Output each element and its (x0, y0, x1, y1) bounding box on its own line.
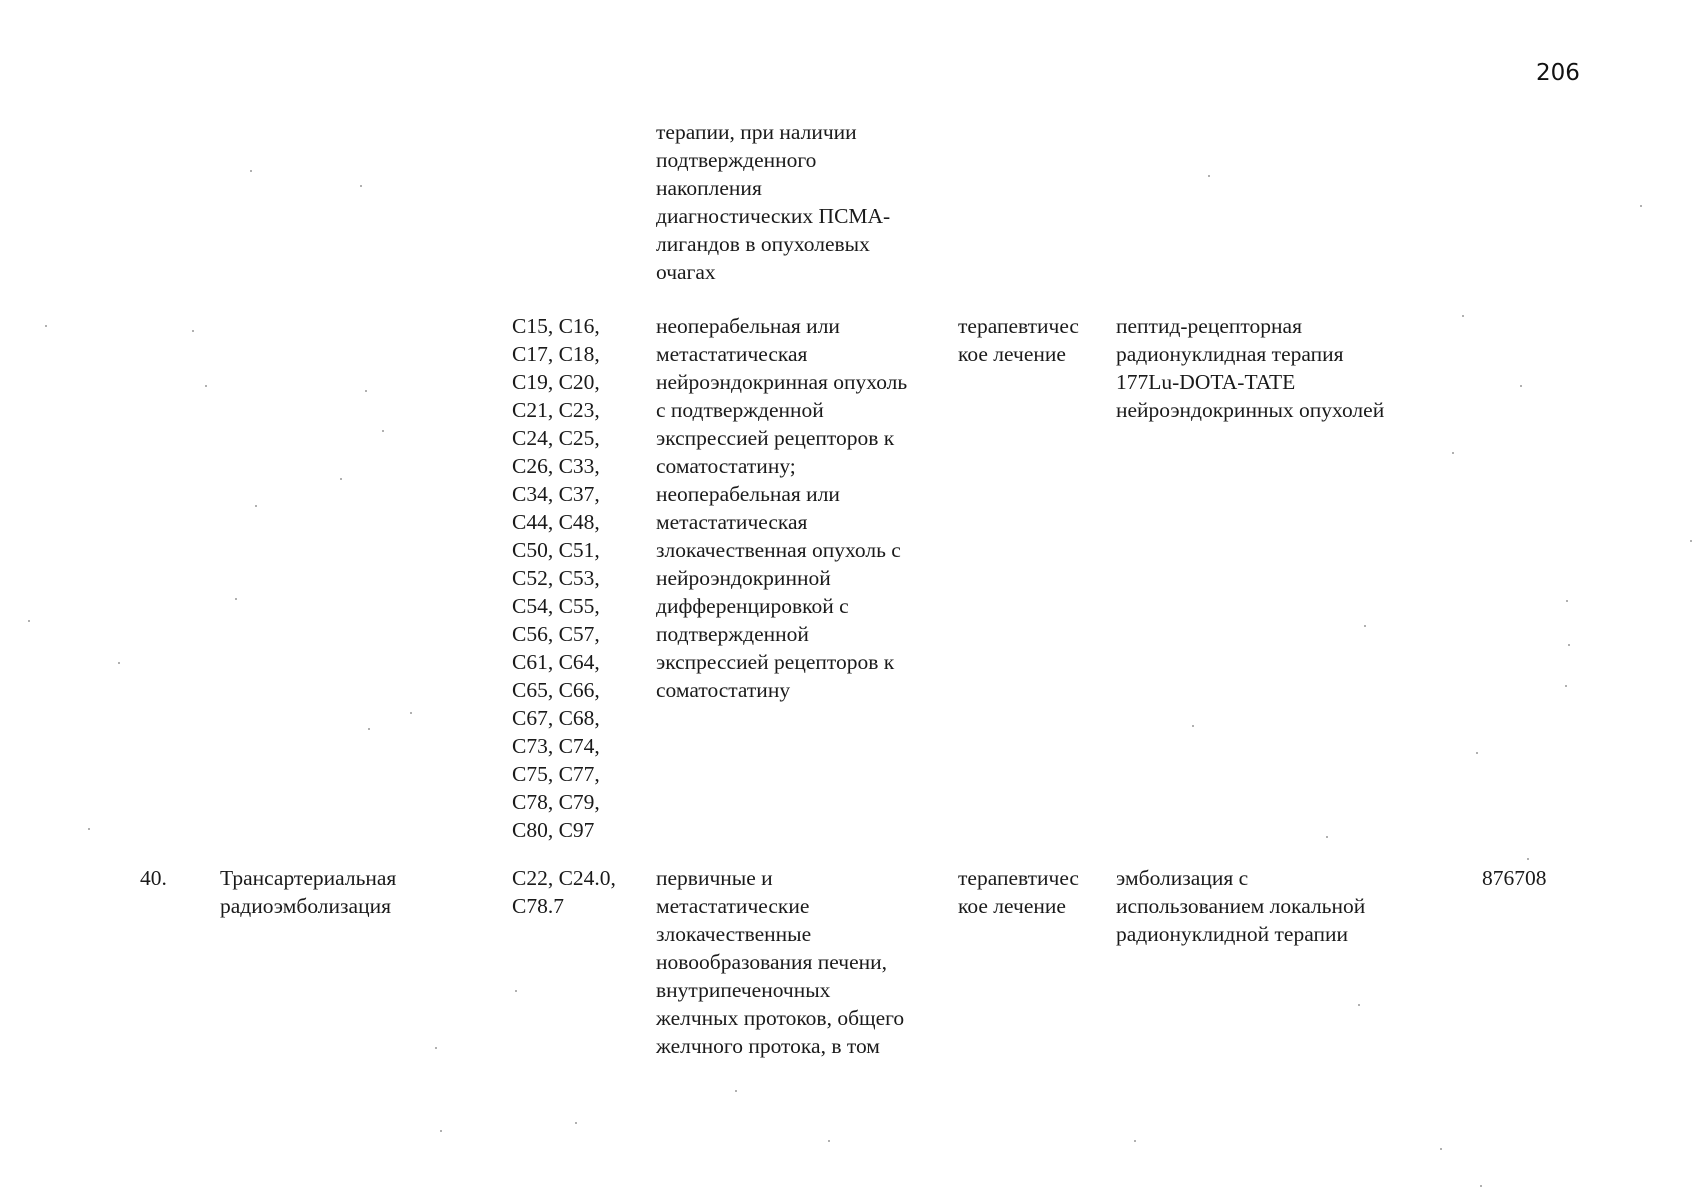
cell-name: Трансартериальная радиоэмболизация (220, 866, 397, 918)
scan-speck (1358, 1004, 1360, 1006)
scan-speck (735, 1090, 737, 1092)
scan-speck (1476, 752, 1478, 754)
scan-speck (1527, 858, 1529, 860)
page-number: 206 (1536, 60, 1580, 86)
scan-speck (1192, 725, 1194, 727)
scan-speck (1566, 600, 1568, 602)
cell-codes: C22, C24.0, C78.7 (512, 866, 616, 918)
scan-speck (1364, 625, 1366, 627)
cell-patient-model: первичные и метастатические злокачественные новообразования печени, внутрипеченочных желчных протоков, общего желчного протока, в том (656, 866, 905, 1058)
scan-speck (1640, 205, 1642, 207)
scan-speck (28, 620, 30, 622)
cell-treatment-type: терапевтичес кое лечение (958, 314, 1079, 366)
scan-speck (410, 712, 412, 714)
scan-speck (828, 1140, 830, 1142)
scan-speck (382, 430, 384, 432)
scan-speck (368, 728, 370, 730)
scan-speck (440, 1130, 442, 1132)
scan-speck (45, 325, 47, 327)
scan-speck (435, 1047, 437, 1049)
scan-speck (1208, 175, 1210, 177)
scan-speck (365, 390, 367, 392)
scan-speck (1134, 1140, 1136, 1142)
scan-speck (1565, 685, 1567, 687)
cell-treatment-type: терапевтичес кое лечение (958, 866, 1079, 918)
scan-speck (235, 598, 237, 600)
scan-speck (515, 990, 517, 992)
cell-codes: C15, C16, C17, C18, C19, C20, C21, C23, C24, C25, C26, C33, C34, C37, C44, C48, C50, C51, C52, C53, C54, C55, C56, C57, C61, C64, C65, C66, C67, C68, C73, C74, C75, C77, C78, C79, C80, C97 (512, 314, 600, 842)
scan-speck (1480, 1185, 1482, 1187)
scan-speck (255, 505, 257, 507)
scan-speck (1462, 315, 1464, 317)
scan-speck (360, 185, 362, 187)
scan-speck (205, 385, 207, 387)
scan-speck (192, 330, 194, 332)
cell-cost: 876708 (1482, 866, 1547, 890)
scan-speck (118, 662, 120, 664)
scan-speck (340, 478, 342, 480)
scan-speck (250, 170, 252, 172)
cell-patient-model: терапии, при наличии подтвержденного накопления диагностических ПСМА- лигандов в опухолевых очагах (656, 120, 891, 284)
scan-speck (1326, 836, 1328, 838)
cell-number: 40. (140, 866, 167, 890)
cell-method: эмболизация с использованием локальной радионуклидной терапии (1116, 866, 1366, 946)
scan-speck (1440, 1148, 1442, 1150)
scan-speck (88, 828, 90, 830)
scan-speck (1568, 644, 1570, 646)
cell-patient-model: неоперабельная или метастатическая нейроэндокринная опухоль с подтвержденной экспрессией рецепторов к соматостатину; неоперабельная или метастатическая злокачественная опухоль с нейроэндокринной дифференцировкой с подтвержденной экспрессией рецепторов к соматостатину (656, 314, 908, 702)
scan-speck (1520, 385, 1522, 387)
scan-speck (1690, 540, 1692, 542)
scan-speck (575, 1122, 577, 1124)
cell-method: пептид-рецепторная радионуклидная терапия 177Lu-DOTA-TATE нейроэндокринных опухолей (1116, 314, 1385, 422)
scan-speck (1452, 452, 1454, 454)
